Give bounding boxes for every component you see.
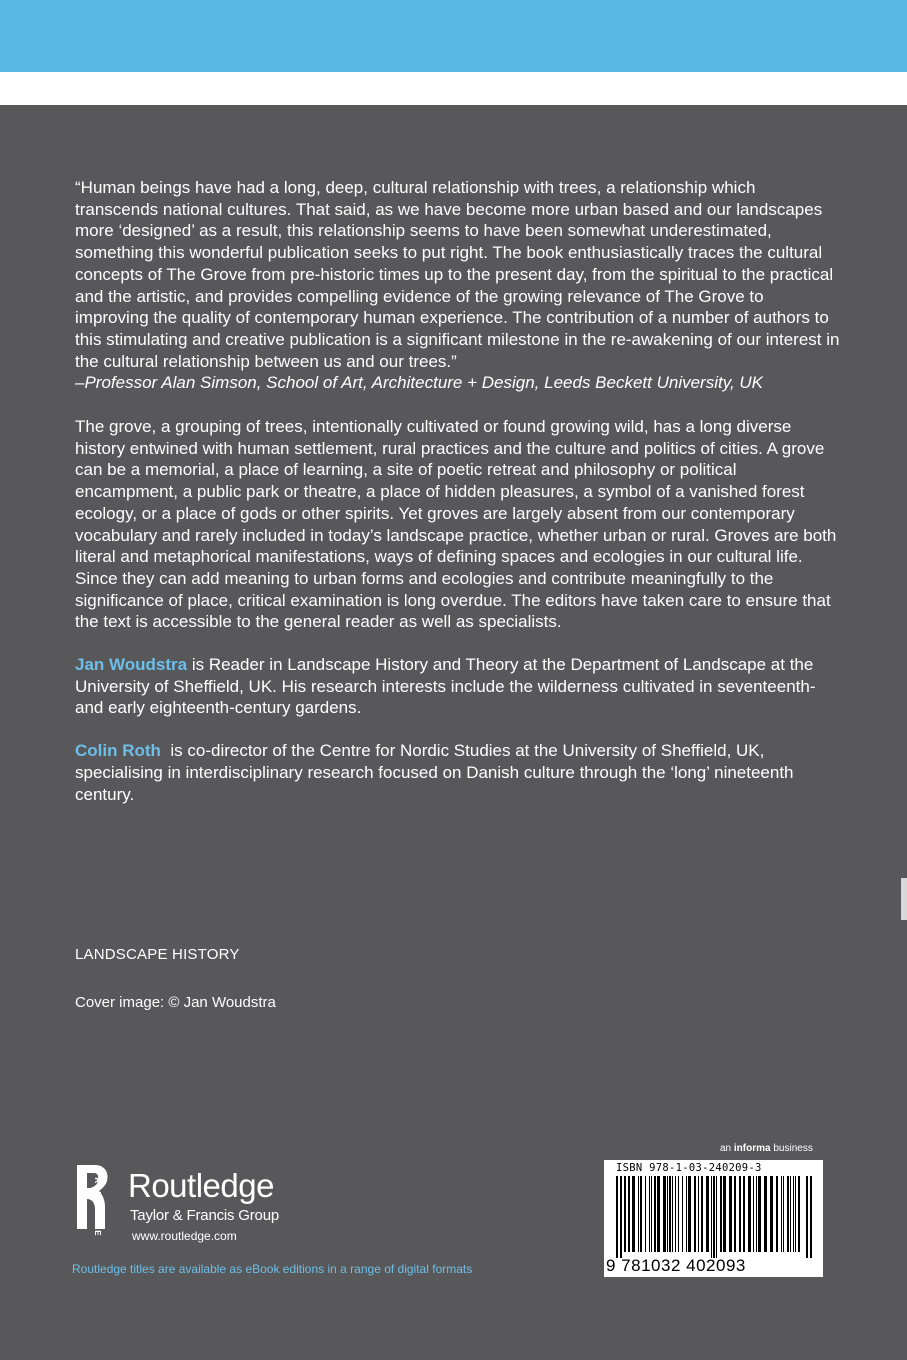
barcode-bar xyxy=(743,1176,745,1252)
barcode-digits: 9 781032 402093 xyxy=(606,1256,746,1275)
barcode-bar xyxy=(770,1176,773,1252)
endorsement-quote xyxy=(75,177,840,394)
barcode-bar xyxy=(798,1176,800,1252)
barcode-bar xyxy=(654,1176,656,1252)
back-cover-text xyxy=(75,177,840,826)
isbn-barcode xyxy=(604,1160,823,1277)
author-name: Jan Woudstra xyxy=(75,655,188,675)
isbn-label: ISBN 978-1-03-240209-3 xyxy=(616,1162,762,1174)
informa-brand: informa xyxy=(733,1143,771,1154)
barcode-bar xyxy=(758,1176,761,1252)
barcode-bar xyxy=(723,1176,726,1252)
author-name: Colin Roth xyxy=(75,741,161,761)
barcode-bar xyxy=(787,1176,789,1252)
barcode-bar xyxy=(706,1176,709,1252)
barcode-bar xyxy=(713,1176,715,1258)
barcode-bar xyxy=(688,1176,691,1252)
barcode-bar xyxy=(776,1176,778,1252)
barcode-bar xyxy=(675,1176,676,1252)
barcode-bar xyxy=(620,1176,622,1258)
barcode-bar xyxy=(806,1176,808,1258)
barcode-bar xyxy=(663,1176,666,1252)
barcode-bar xyxy=(720,1176,722,1252)
edge-tab xyxy=(901,878,907,920)
informa-tagline xyxy=(720,1143,813,1154)
author-bio-text: is co-director of the Centre for Nordic Studies at the University of Sheffield, UK, specialising in interdisciplinary research focused on Danish culture through the ‘long’ nineteenth century. xyxy=(75,741,799,804)
barcode-bar xyxy=(753,1176,754,1252)
author-bio-text: is Reader in Landscape History and Theory at the Department of Landscape at the University of Sheffield, UK. His research interests include the wilderness cultivated in seventeenth- and early eighteenth-century gardens. xyxy=(75,655,816,718)
barcode-bar xyxy=(756,1176,757,1252)
top-white-band xyxy=(0,72,907,105)
barcode-bars xyxy=(616,1176,812,1258)
barcode-bar xyxy=(698,1176,699,1252)
barcode-bar xyxy=(795,1176,796,1252)
barcode-bar xyxy=(739,1176,741,1252)
barcode-bar xyxy=(711,1176,712,1258)
cover-credit: Cover image: © Jan Woudstra xyxy=(75,994,276,1011)
barcode-bar xyxy=(729,1176,732,1252)
barcode-bar xyxy=(657,1176,660,1252)
book-description: The grove, a grouping of trees, intentionally cultivated or found growing wild, has a long diverse history entwined with human settlement, rural practices and the culture and politics of cities. A grove can be a memorial, a place of learning, a site of poetic retreat and philosophy or political encampment, a public park or theatre, a place of hidden pleasures, a symbol of a vanished forest ecology, or a place of gods or other spirits. Yet groves are largely absent from our contemporary vocabulary and rarely included in today’s landscape practice, whether urban or rural. Groves are both literal and metaphorical manifestations, ways of defining spaces and ecologies in our cultural life. Since they can add meaning to urban forms and ecologies and contribute meaningfully to the significance of place, critical examination is long overdue. The editors have taken care to ensure that the text is accessible to the general reader as well as specialists. xyxy=(75,417,837,632)
quote-text: “Human beings have had a long, deep, cultural relationship with trees, a relationship which transcends national cultures. That said, as we have become more urban based and our landscapes more ‘designed’ as a result, this relationship seems to have been somewhat underestimated, something this wonderful publication seeks to put right. The book enthusiastically traces the cultural concepts of The Grove from pre-historic times up to the present day, from the spiritual to the practical and the artistic, and provides compelling evidence of the growing relevance of The Grove to improving the quality of contemporary human experience. The contribution of a number of authors to this stimulating and creative publication is a significant milestone in the re-awakening of our interest in the cultural relationship between us and our trees.” xyxy=(75,178,840,371)
barcode-bar xyxy=(686,1176,687,1252)
informa-suffix: business xyxy=(770,1143,813,1154)
barcode-bar xyxy=(783,1176,784,1252)
quote-attribution: –Professor Alan Simson, School of Art, Architecture + Design, Leeds Beckett University, UK xyxy=(75,373,764,393)
barcode-bar xyxy=(669,1176,671,1252)
author-bio xyxy=(75,740,840,805)
barcode-bar xyxy=(748,1176,751,1252)
barcode-bar xyxy=(640,1176,642,1252)
barcode-bar xyxy=(810,1176,812,1258)
publisher-group: Taylor & Francis Group xyxy=(130,1207,279,1224)
barcode-bar xyxy=(678,1176,679,1252)
top-color-band xyxy=(0,0,907,72)
publisher-name: Routledge xyxy=(128,1167,274,1204)
barcode-bar xyxy=(781,1176,782,1252)
publisher-logo xyxy=(75,1165,335,1245)
barcode-bar xyxy=(694,1176,696,1252)
barcode-bar xyxy=(645,1176,646,1252)
barcode-bar xyxy=(734,1176,736,1252)
barcode-bar xyxy=(682,1176,683,1252)
routledge-vertical-text: ROUTLEDGE xyxy=(93,1177,102,1237)
barcode-bar xyxy=(716,1176,717,1258)
barcode-bar xyxy=(764,1176,767,1252)
barcode-bar xyxy=(616,1176,618,1258)
barcode-bar xyxy=(624,1176,626,1252)
barcode-bar xyxy=(667,1176,668,1252)
barcode-bar xyxy=(790,1176,791,1252)
informa-prefix: an xyxy=(720,1143,734,1154)
author-bio xyxy=(75,654,840,719)
barcode-bar xyxy=(701,1176,703,1252)
publisher-url: www.routledge.com xyxy=(132,1229,237,1243)
barcode-bar xyxy=(638,1176,639,1252)
barcode-bar xyxy=(649,1176,650,1252)
barcode-bar xyxy=(651,1176,652,1252)
subject-category: LANDSCAPE HISTORY xyxy=(75,946,240,963)
barcode-bar xyxy=(628,1176,630,1252)
barcode-bar xyxy=(793,1176,794,1252)
barcode-bar xyxy=(672,1176,673,1252)
barcode-bar xyxy=(632,1176,635,1252)
ebook-note: Routledge titles are available as eBook editions in a range of digital formats xyxy=(72,1262,473,1276)
